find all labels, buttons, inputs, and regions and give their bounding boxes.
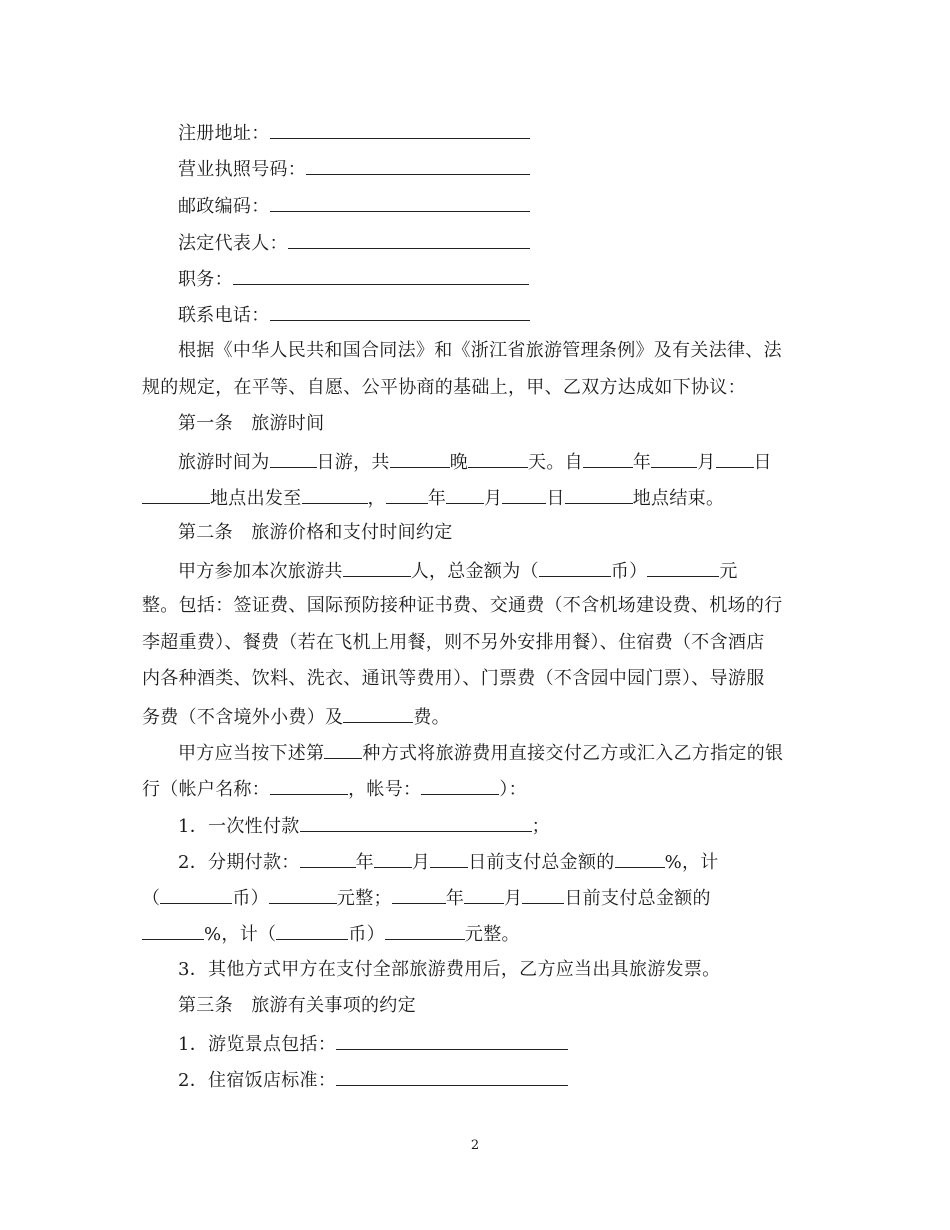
field-license: [178, 156, 530, 182]
article3-item-2: 2．住宿饭店标准：: [178, 1067, 568, 1093]
article2-line-5: 务费（不含境外小费）及 费。: [142, 704, 450, 730]
payment-method-1: 1．一次性付款 ；: [178, 813, 550, 839]
intro-line-2: 规的规定，在平等、自愿、公平协商的基础上，甲、乙双方达成如下协议：: [142, 377, 746, 398]
blank-line: [270, 120, 530, 139]
field-postcode: [178, 193, 530, 219]
payment-method-2: 2．分期付款： 年 月 日前支付总金额的 %，计: [178, 849, 719, 875]
blank-line: [306, 156, 530, 175]
field-label: 法定代表人：: [178, 233, 288, 254]
article3-title: 第三条 旅游有关事项的约定: [178, 995, 416, 1016]
blank-line: [270, 302, 530, 321]
article2-line-2: 整。包括：签证费、国际预防接种证书费、交通费（不含机场建设费、机场的行: [142, 595, 783, 616]
field-label: 注册地址：: [178, 123, 270, 144]
field-label: 营业执照号码：: [178, 159, 307, 180]
intro-line-1: 根据《中华人民共和国合同法》和《浙江省旅游管理条例》及有关法律、法: [178, 340, 782, 361]
article3-item-1: 1．游览景点包括：: [178, 1031, 568, 1057]
payment-line-2: 行（帐户名称： ，帐号： ）：: [142, 776, 527, 802]
article2-title: 第二条 旅游价格和支付时间约定: [178, 522, 453, 543]
page-number: 2: [470, 1138, 480, 1153]
blank-line: [233, 266, 529, 285]
article2-line-1: 甲方参加本次旅游共 人，总金额为（ 币） 元: [178, 558, 738, 584]
field-address: [178, 120, 530, 146]
payment-method-2-cont: （ 币） 元整； 年 月 日前支付总金额的: [142, 885, 711, 911]
field-phone: [178, 302, 530, 328]
field-label: 联系电话：: [178, 305, 270, 326]
field-legal-rep: [178, 230, 530, 256]
article2-line-4: 内各种酒类、饮料、洗衣、通讯等费用）、门票费（不含园中园门票）、导游服: [142, 668, 765, 689]
field-position: [178, 266, 529, 292]
payment-line-1: 甲方应当按下述第 种方式将旅游费用直接交付乙方或汇入乙方指定的银: [178, 740, 783, 766]
article1-line-1: 旅游时间为 日游，共 晚 天。自 年 月 日: [178, 449, 772, 475]
payment-method-3: 3．其他方式甲方在支付全部旅游费用后，乙方应当出具旅游发票。: [178, 959, 721, 980]
payment-method-2-end: %，计（ 币） 元整。: [142, 921, 520, 947]
article2-line-3: 李超重费）、餐费（若在飞机上用餐，则不另外安排用餐）、住宿费（不含酒店: [142, 632, 765, 653]
field-label: 职务：: [178, 269, 233, 290]
blank-line: [288, 230, 530, 249]
article1-line-2: 地点出发至 ， 年 月 日 地点结束。: [142, 485, 724, 511]
article1-title: 第一条 旅游时间: [178, 413, 325, 434]
blank-line: [270, 193, 530, 212]
field-label: 邮政编码：: [178, 196, 270, 217]
